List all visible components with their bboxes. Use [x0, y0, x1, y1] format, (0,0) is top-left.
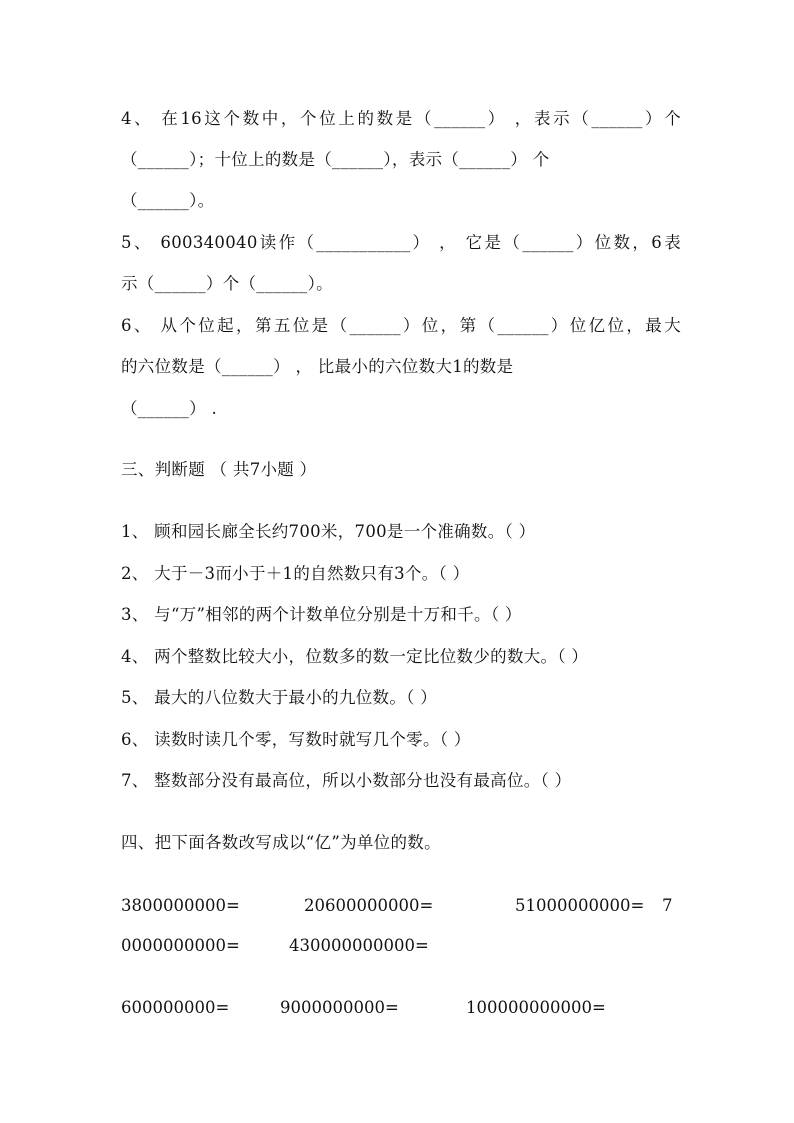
question-4-line-1: 4、 在16这个数中，个位上的数是（______） ，表示（______）个 — [121, 109, 681, 128]
number-20600000000: 20600000000= — [304, 896, 434, 915]
number-70000000000-start: 7 — [662, 896, 673, 915]
section-3-heading: 三、判断题 （ 共7小题 ） — [121, 460, 317, 479]
number-430000000000: 430000000000= — [289, 936, 429, 955]
question-5-line-1: 5、 600340040读作（___________） ， 它是（______）位数，6表 — [121, 233, 681, 252]
number-9000000000: 9000000000= — [280, 998, 399, 1017]
number-100000000000: 100000000000= — [466, 998, 606, 1017]
question-4-line-3: （______）。 — [121, 191, 215, 210]
section-4-heading: 四、把下面各数改写成以“亿”为单位的数。 — [121, 833, 441, 852]
question-6-line-3: （______） . — [121, 399, 217, 418]
judge-item-2: 2、 大于－3而小于＋1的自然数只有3个。（ ） — [121, 564, 470, 583]
number-600000000: 600000000= — [121, 998, 230, 1017]
judge-item-7: 7、 整数部分没有最高位，所以小数部分也没有最高位。（ ） — [121, 771, 572, 790]
question-4-line-2: （______）；十位上的数是（______），表示（______） 个 — [121, 150, 550, 169]
question-6-line-2: 的六位数是（______） ， 比最小的六位数大1的数是 — [121, 357, 514, 376]
judge-item-5: 5、 最大的八位数大于最小的九位数。（ ） — [121, 688, 438, 707]
judge-item-1: 1、 顾和园长廊全长约700米，700是一个准确数。（ ） — [121, 522, 536, 541]
number-70000000000-end: 0000000000= — [121, 936, 240, 955]
judge-item-3: 3、 与“万”相邻的两个计数单位分别是十万和千。（ ） — [121, 605, 522, 624]
number-3800000000: 3800000000= — [121, 896, 240, 915]
judge-item-4: 4、 两个整数比较大小，位数多的数一定比位数少的数大。（ ） — [121, 647, 589, 666]
question-6-line-1: 6、 从个位起，第五位是（______）位，第（______）位亿位，最大 — [121, 316, 681, 335]
number-51000000000: 51000000000= — [515, 896, 645, 915]
question-5-line-2: 示（______）个（______）。 — [121, 274, 333, 293]
judge-item-6: 6、 读数时读几个零，写数时就写几个零。（ ） — [121, 730, 471, 749]
